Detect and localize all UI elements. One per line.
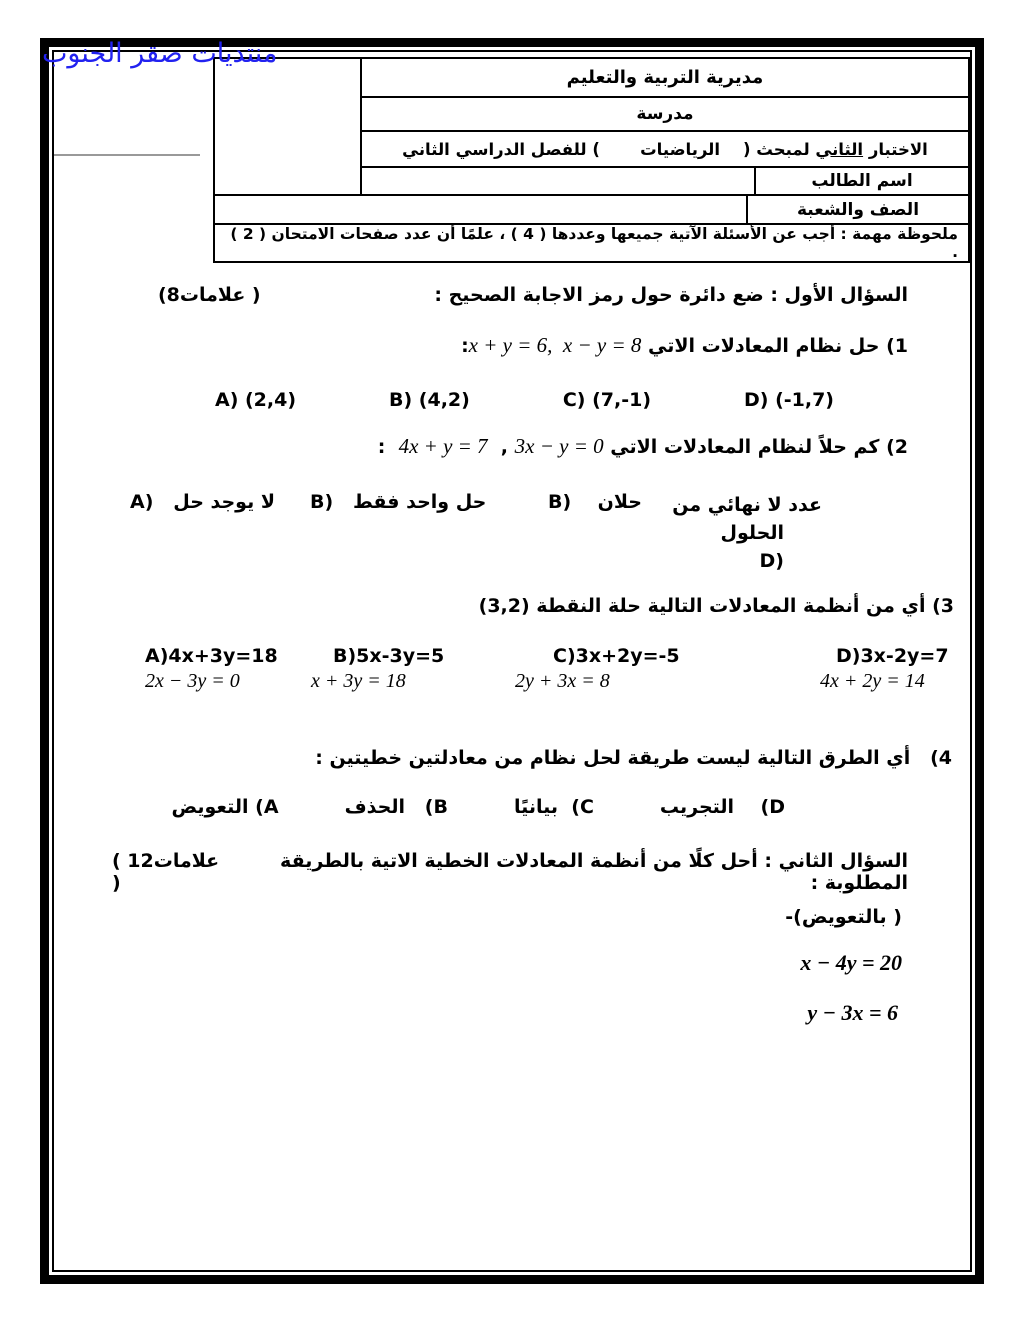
q4-option-c: C) بيانيًا	[513, 796, 594, 818]
q1-text: 1) حل نظام المعادلات الاتي	[641, 335, 908, 357]
q2-option-b1: B) حل واحد فقط	[310, 491, 487, 513]
important-note-cell	[215, 225, 968, 261]
header-table-top	[215, 59, 968, 196]
q3-option-c-bottom: 2y + 3x = 8	[515, 670, 610, 692]
q5-equation-1: x − 4y = 20	[800, 950, 902, 975]
q3-option-d-top: D)3x-2y=7	[836, 645, 949, 667]
important-note-text: ملحوظة مهمة : أجب عن الأسئلة الآتية جميعها وعددها ( 4 ) ، علمًا أن عدد صفحات الامتحان ( 2 ) .	[224, 225, 958, 261]
q5-marks: ( 12علامات )	[112, 850, 226, 894]
q2-equation-2: 4x + y = 7	[398, 434, 488, 458]
class-section-label: الصف والشعبة	[796, 199, 920, 220]
q3-option-d-bottom: 4x + 2y = 14	[820, 670, 925, 692]
q1-option-c: C) (7,-1)	[562, 389, 651, 411]
student-name-label-cell	[754, 168, 968, 194]
q3-option-c-top: C)3x+2y=-5	[553, 645, 680, 667]
q3-option-b	[311, 645, 445, 693]
q3-option-d	[820, 645, 949, 693]
directorate-cell	[362, 59, 968, 98]
q5-method-label: -(بالتعويض )	[785, 906, 902, 928]
q5-title: السؤال الثاني : أحل كلًا من أنظمة المعادلات الخطية الاتية بالطريقة المطلوبة :	[273, 850, 908, 894]
q3-option-c	[515, 645, 680, 693]
q5-equation-2: y − 3x = 6	[807, 1000, 898, 1025]
q1-options-row	[215, 389, 834, 411]
q1-text-line	[461, 333, 908, 358]
q2-text: 2) كم حلاً لنظام المعادلات الاتي	[603, 436, 908, 458]
school-label: مدرسة	[636, 104, 694, 124]
exam-title-part2: لمبحث ( الرياضيات ) للفصل الدراسي الثاني	[402, 139, 816, 159]
q1-marks: (8علامات )	[158, 284, 261, 306]
student-name-blank	[362, 168, 754, 194]
q4-option-a: A) التعويض	[171, 796, 279, 818]
q2-text-end: :	[377, 436, 399, 458]
directorate-label: مديرية التربية والتعليم	[566, 67, 764, 88]
q5-header-row	[112, 850, 908, 894]
q1-text-end: :	[461, 335, 469, 357]
q4-text: 4) أي الطرق التالية ليست طريقة لحل نظام من معادلتين خطيتين :	[315, 747, 952, 769]
school-cell	[362, 98, 968, 132]
class-section-label-cell	[746, 196, 968, 223]
class-section-row	[215, 196, 968, 225]
q2-option-a: A) لا يوجد حل	[130, 491, 275, 513]
q1-option-b: B) (4,2)	[389, 389, 470, 411]
q2-option-d-line2: الحلول	[720, 522, 784, 544]
q2-option-d	[647, 491, 822, 575]
q3-option-b-top: B)5x-3y=5	[333, 645, 445, 667]
q2-text-line	[378, 434, 908, 459]
q3-option-a-bottom: 2x − 3y = 0	[145, 670, 240, 692]
q1-option-d: D) (-1,7)	[744, 389, 834, 411]
q3-option-a	[145, 645, 278, 693]
exam-title-cell	[362, 132, 968, 168]
header-table	[213, 57, 970, 263]
q2-option-b2: B) حلان	[548, 491, 642, 513]
exam-title-part1: الاختبار	[863, 139, 928, 159]
q4-option-d: D) التجريب	[659, 796, 785, 818]
q2-option-d-label: D)	[759, 550, 784, 572]
signature-line	[54, 154, 200, 156]
logo-box	[215, 59, 362, 194]
q3-option-b-bottom: x + 3y = 18	[311, 670, 406, 692]
q4-option-b: B) الحذف	[344, 796, 448, 818]
q1-option-a: A) (2,4)	[215, 389, 297, 411]
class-section-blank	[215, 196, 746, 223]
forum-watermark: منتديات صقر الجنوب	[42, 38, 278, 69]
q2-option-d-line1: عدد لا نهائي من	[672, 494, 822, 516]
q1-header-row	[158, 284, 908, 306]
student-name-label: اسم الطالب	[811, 171, 913, 192]
exam-title-underlined: الثاني	[815, 139, 864, 159]
q2-equation-1: 3x − y = 0	[514, 434, 604, 458]
q3-text: 3) أي من أنظمة المعادلات التالية حلة النقطة (3,2)	[478, 595, 954, 617]
q4-options-row	[150, 796, 785, 818]
q3-option-a-top: A)4x+3y=18	[145, 645, 278, 667]
student-name-row	[362, 168, 968, 194]
q2-separator: ,	[487, 436, 515, 458]
q1-equation: x + y = 6, x − y = 8	[468, 333, 642, 357]
q1-title: السؤال الأول : ضع دائرة حول رمز الاجابة الصحيح :	[434, 284, 908, 306]
